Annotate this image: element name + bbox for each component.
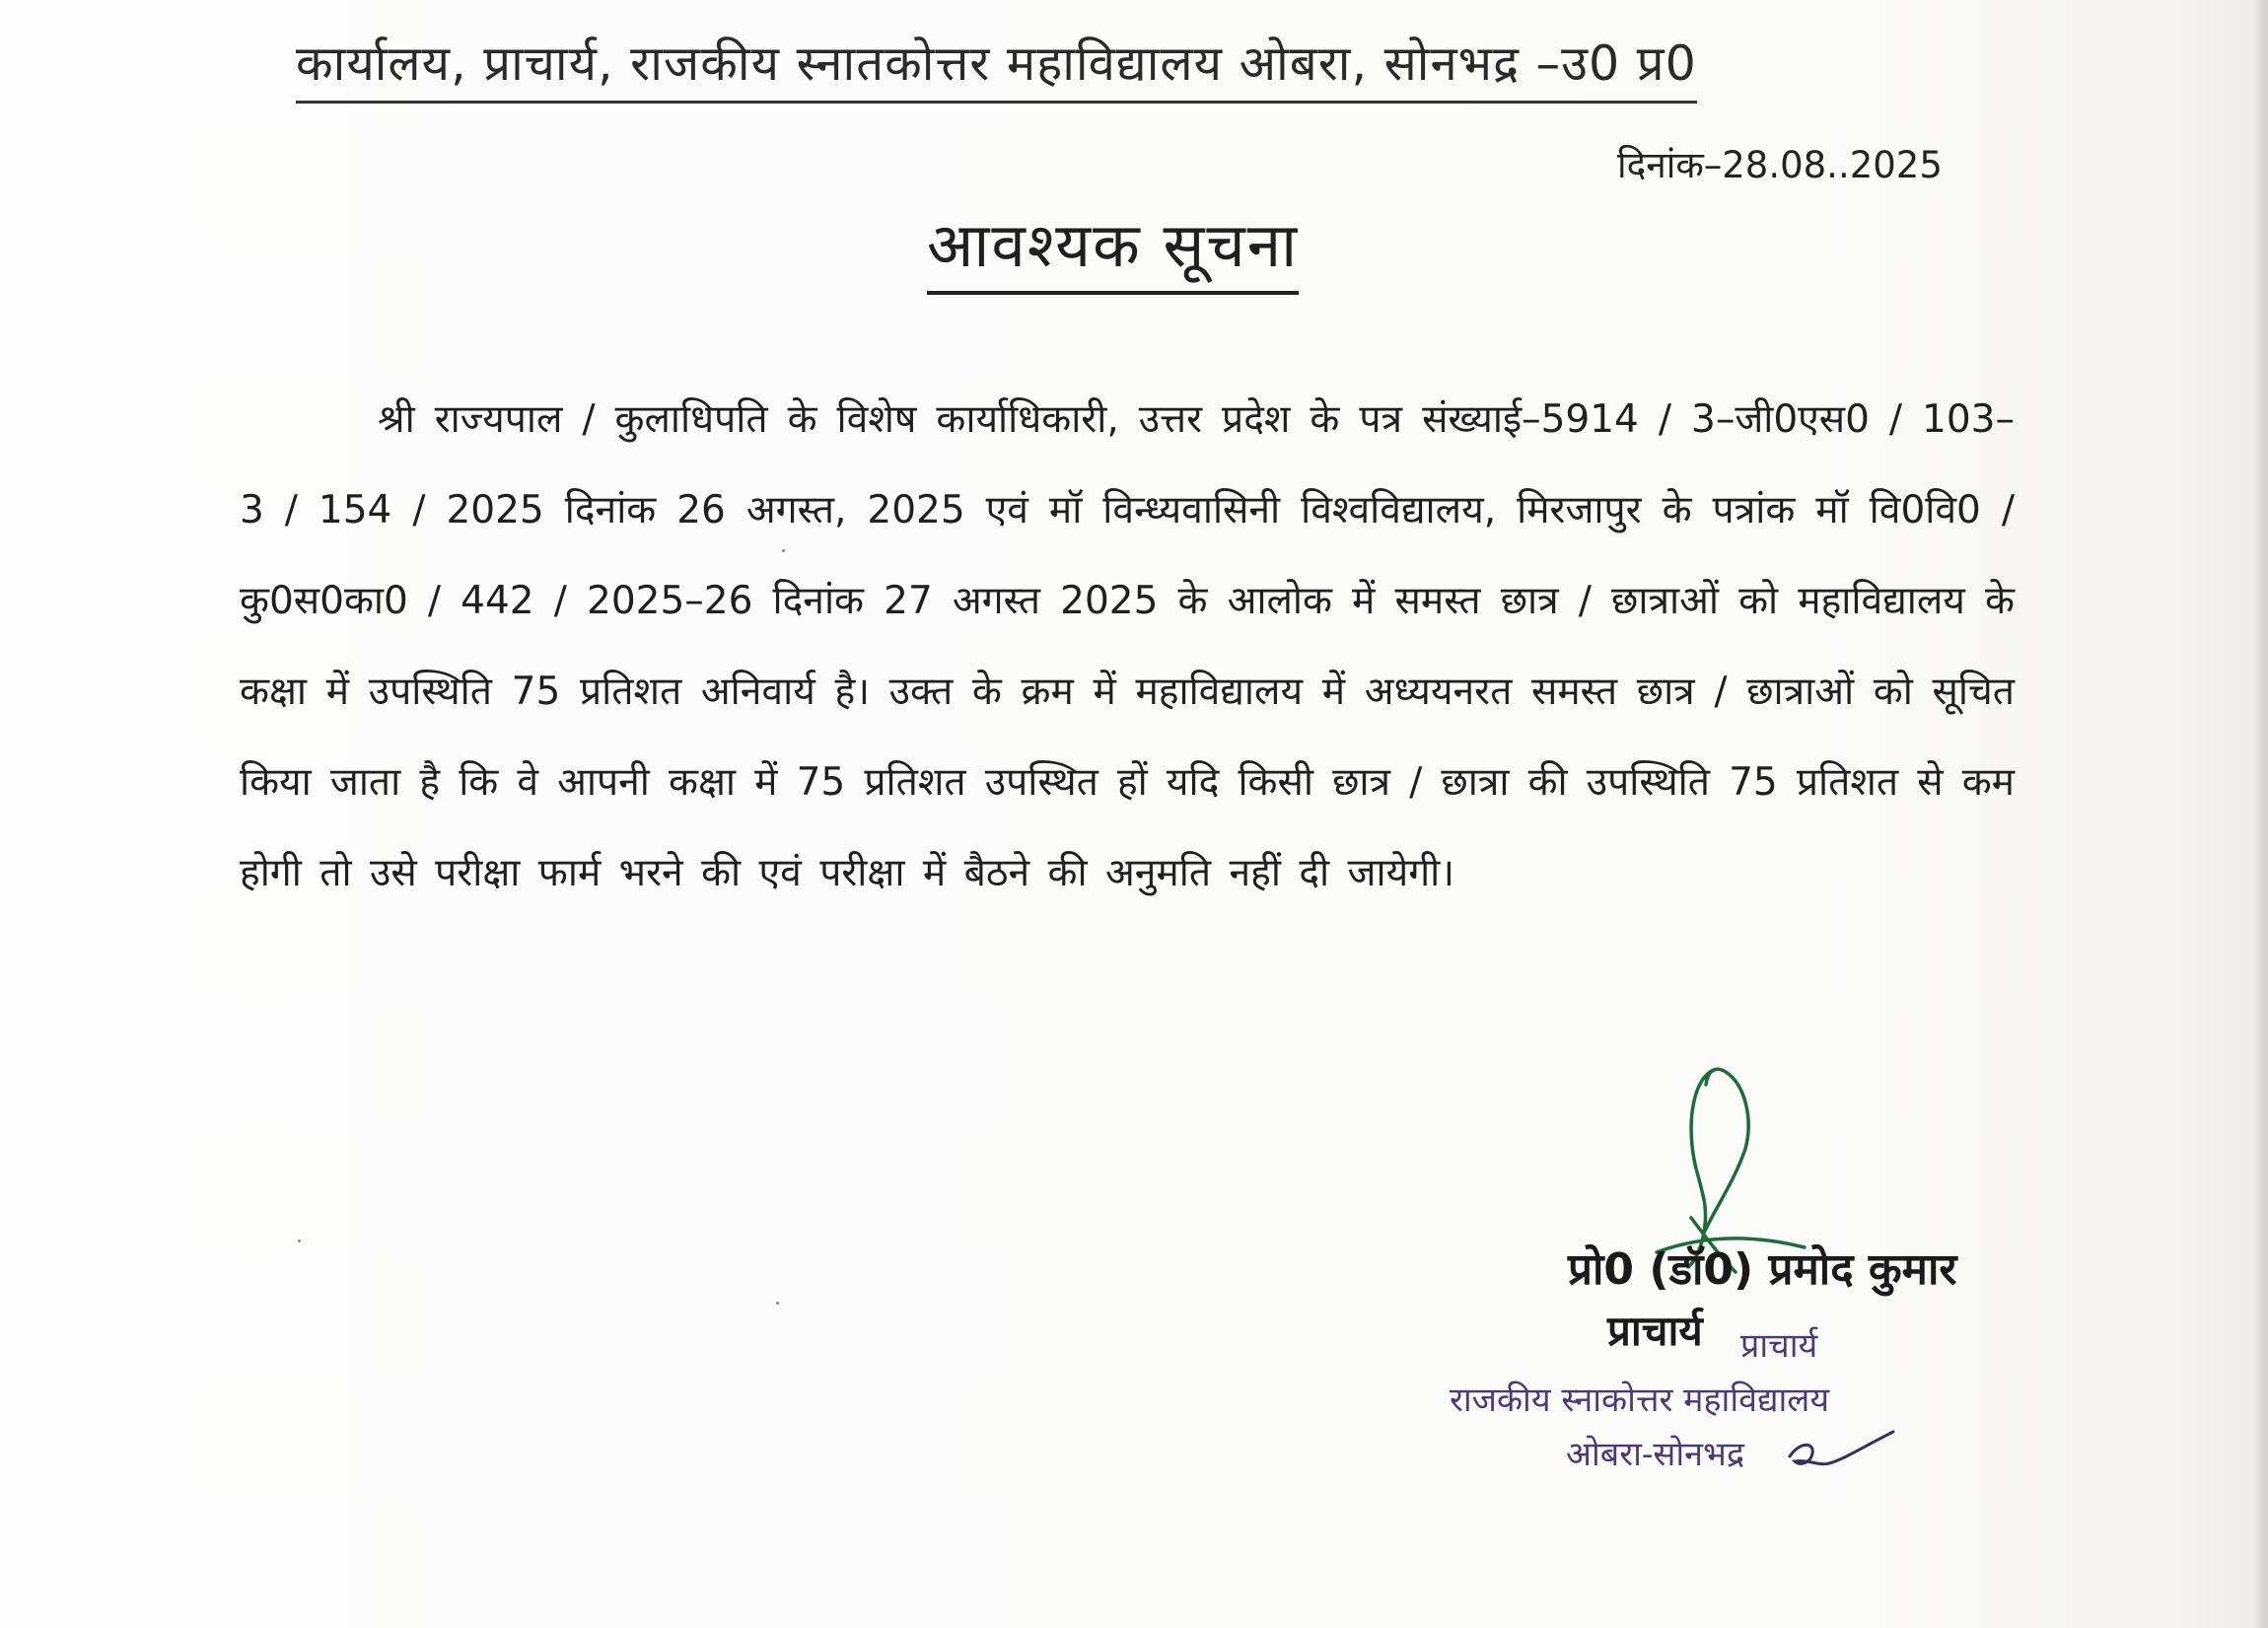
notice-body: श्री राज्यपाल / कुलाधिपति के विशेष कार्याधिकारी, उत्तर प्रदेश के पत्र संख्याई–5914 / 3–जी0एस0 / 103–3 / 154 / 2025 दिनांक 26 अगस्त, 2025 एवं मॉ विन्ध्यवासिनी विश्वविद्यालय, मिरजापुर के पत्रांक मॉ वि0वि0 / कु0स0का0 / 442 / 2025–26 दिनांक 27 अगस्त 2025 के आलोक में समस्त छात्र / छात्राओं को महाविद्यालय के कक्षा में उपस्थिति 75 प्रतिशत अनिवार्य है। उक्त के क्रम में महाविद्यालय में अध्ययनरत समस्त छात्र / छात्राओं को सूचित किया जाता है कि वे आपनी कक्षा में 75 प्रतिशत उपस्थित हों यदि किसी छात्र / छात्रा की उपस्थिति 75 प्रतिशत से कम होगी तो उसे परीक्षा फार्म भरने की एवं परीक्षा में बैठने की अनुमति नहीं दी जायेगी। — [240, 397, 2015, 895]
stamp-location: ओबरा-सोनभद्र — [1566, 1435, 1745, 1474]
page-edge-shadow — [2254, 0, 2268, 1628]
notice-title: आवश्यक सूचना — [927, 202, 1299, 295]
initials-icon — [1785, 1422, 1903, 1481]
signatory-designation: प्राचार्य — [1607, 1307, 1703, 1355]
speck — [298, 1239, 301, 1242]
notice-date: दिनांक–28.08..2025 — [1617, 144, 1943, 186]
stamp-designation: प्राचार्य — [1740, 1326, 1818, 1366]
signatory-name: प्रो0 (डॉ0) प्रमोद कुमार — [1568, 1244, 1957, 1295]
speck — [782, 549, 785, 552]
stamp-institution: राजकीय स्नाकोत्तर महाविद्यालय — [1450, 1380, 1830, 1420]
speck — [776, 1302, 779, 1305]
office-header: कार्यालय, प्राचार्य, राजकीय स्नातकोत्तर महाविद्यालय ओबरा, सोनभद्र –उ0 प्र0 — [296, 30, 1697, 104]
